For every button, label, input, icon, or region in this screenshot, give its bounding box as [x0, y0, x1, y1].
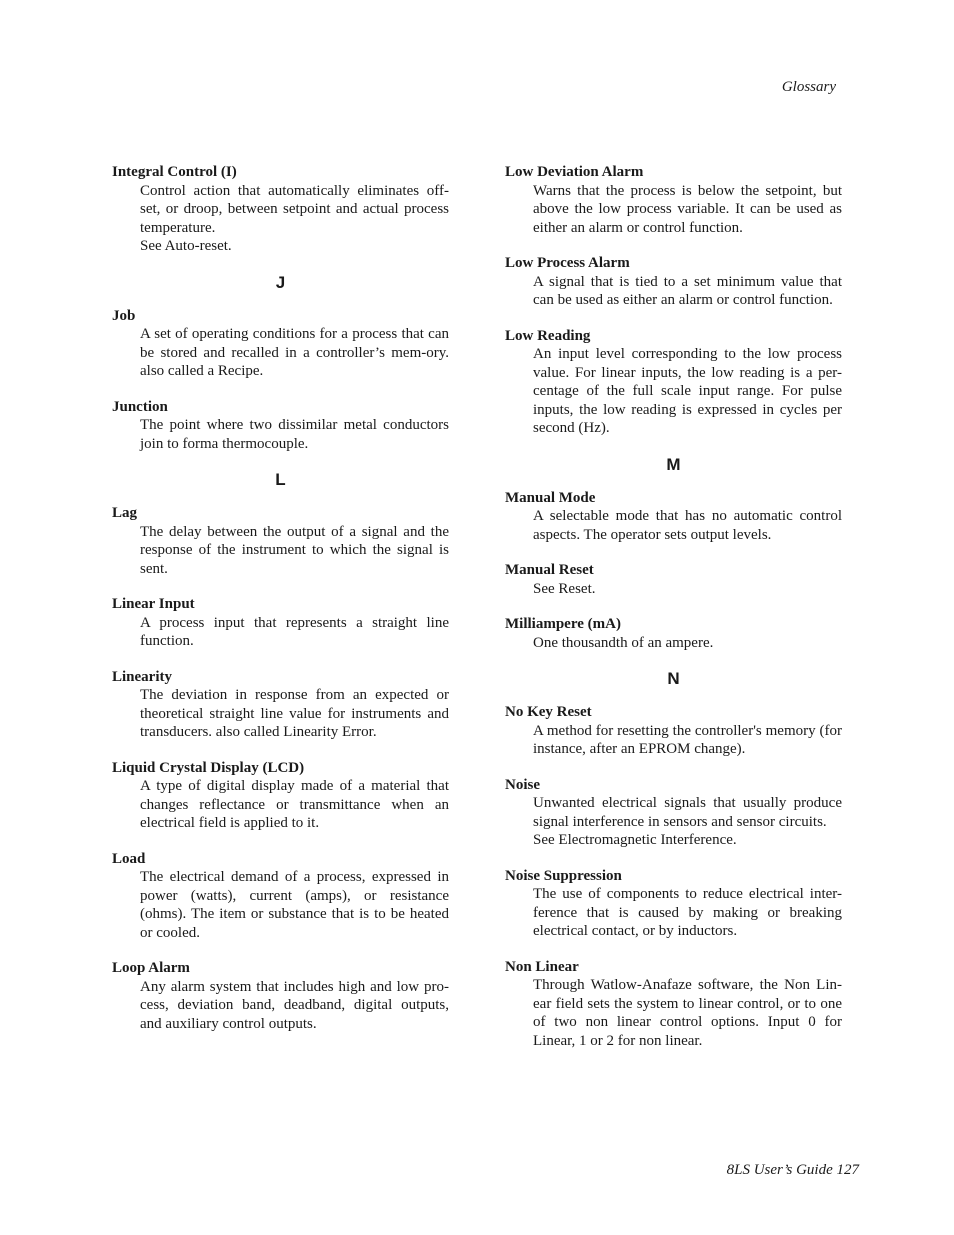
section-letter-heading: L [275, 470, 286, 489]
glossary-column-left [112, 163, 449, 1050]
definition-paragraph: One thousandth of an ampere. [533, 634, 714, 651]
glossary-entry [112, 307, 449, 381]
glossary-term: Load [112, 850, 146, 867]
definition-paragraph: A signal that is tied to a set minimum value that can be used as either an alarm or control function. [533, 273, 842, 308]
glossary-definition [112, 325, 449, 381]
definition-paragraph: An input level corresponding to the low process value. For linear inputs, the low reading is a per-centage of the full scale input range. For pulse inputs, the low reading is expressed in cycles per second (Hz). [533, 346, 842, 436]
glossary-term: Linear Input [112, 596, 195, 612]
definition-paragraph: A method for resetting the controller's memory (for instance, after an EPROM change). [533, 722, 842, 757]
glossary-entry [112, 163, 449, 256]
glossary-entry [505, 327, 842, 438]
glossary-definition [505, 976, 842, 1050]
page-header-section: Glossary [781, 79, 836, 95]
glossary-entry [505, 254, 842, 310]
glossary-entry [505, 561, 842, 598]
glossary-entry [505, 958, 842, 1051]
glossary-entry [112, 595, 449, 651]
glossary-term: Liquid Crystal Display (LCD) [112, 759, 305, 776]
glossary-entry [112, 850, 449, 943]
glossary-definition [505, 507, 842, 544]
definition-paragraph: The use of components to reduce electrical inter-ference that is caused by making or breaking electrical contact, or by inductors. [533, 886, 842, 939]
glossary-definition [112, 978, 449, 1034]
glossary-definition [505, 580, 842, 599]
glossary-entry [505, 703, 842, 759]
glossary-term: Job [112, 307, 136, 324]
definition-paragraph: Control action that automatically eliminates off-set, or droop, between setpoint and actual process temperature. [140, 182, 449, 236]
definition-paragraph: A selectable mode that has no automatic control aspects. The operator sets output levels. [533, 508, 842, 543]
glossary-term: Low Process Alarm [505, 255, 630, 271]
section-letter-heading: M [666, 454, 681, 474]
definition-paragraph: The point where two dissimilar metal conductors join to forma thermocouple. [140, 417, 449, 452]
glossary-column-right [505, 163, 842, 1067]
glossary-term: Manual Reset [505, 562, 594, 578]
glossary-term: Integral Control (I) [112, 164, 237, 180]
glossary-definition [505, 273, 842, 310]
definition-paragraph: The electrical demand of a process, expressed in power (watts), current (amps), or resistance (ohms). The item or substance that is to be heated or cooled. [140, 869, 449, 941]
definition-paragraph: Unwanted electrical signals that usually produce signal interference in sensors and sensor circuits. [533, 795, 842, 830]
glossary-definition [112, 868, 449, 942]
glossary-entry [112, 759, 449, 833]
definition-paragraph: Through Watlow-Anafaze software, the Non Lin-ear field sets the system to linear control, or to one of two non linear control options. Input 0 for Linear, 1 or 2 for non linear. [533, 977, 842, 1049]
glossary-entry [505, 867, 842, 941]
definition-paragraph: A type of digital display made of a material that changes reflectance or transmittance when an electrical field is applied to it. [140, 778, 449, 831]
glossary-term: Manual Mode [505, 489, 596, 506]
glossary-term: Low Reading [505, 327, 591, 344]
glossary-entry [112, 504, 449, 578]
glossary-entry [112, 668, 449, 742]
glossary-entry [112, 959, 449, 1033]
glossary-term: Linearity [112, 668, 172, 685]
glossary-entry [505, 163, 842, 237]
glossary-definition [505, 345, 842, 438]
glossary-definition [505, 634, 842, 653]
definition-paragraph: The delay between the output of a signal and the response of the instrument to which the signal is sent. [140, 523, 449, 577]
glossary-entry [505, 776, 842, 850]
glossary-definition [112, 523, 449, 579]
glossary-term: Noise [505, 776, 540, 793]
definition-paragraph: See Auto-reset. [140, 238, 232, 254]
glossary-definition [112, 777, 449, 833]
glossary-term: Milliampere (mA) [505, 616, 621, 632]
glossary-definition [112, 614, 449, 651]
glossary-entry [505, 489, 842, 545]
definition-paragraph: See Reset. [533, 580, 596, 597]
glossary-definition [505, 794, 842, 850]
glossary-term: Low Deviation Alarm [505, 164, 644, 180]
glossary-term: Junction [112, 398, 168, 415]
definition-paragraph: The deviation in response from an expected or theoretical straight line value for instruments and transducers. also called Linearity Error. [140, 687, 449, 740]
definition-paragraph: See Electromagnetic Interference. [533, 832, 737, 848]
glossary-definition [505, 885, 842, 941]
glossary-definition [112, 182, 449, 256]
page-footer: 8LS User’s Guide 127 [726, 1162, 859, 1178]
glossary-definition [505, 182, 842, 238]
definition-paragraph: Any alarm system that includes high and low pro-cess, deviation band, deadband, digital outputs, and auxiliary control outputs. [140, 978, 449, 1032]
glossary-definition [112, 686, 449, 742]
glossary-definition [112, 416, 449, 453]
definition-paragraph: A process input that represents a straight line function. [140, 614, 449, 649]
section-letter-heading: N [667, 669, 680, 688]
glossary-term: No Key Reset [505, 704, 592, 720]
glossary-term: Noise Suppression [505, 867, 622, 884]
glossary-term: Loop Alarm [112, 960, 190, 976]
section-letter-heading: J [275, 272, 286, 292]
definition-paragraph: Warns that the process is below the setpoint, but above the low process variable. It can be used as either an alarm or control function. [533, 182, 842, 236]
glossary-entry [112, 398, 449, 454]
definition-paragraph: A set of operating conditions for a process that can be stored and recalled in a controller’s mem-ory. also called a Recipe. [140, 326, 449, 379]
glossary-term: Non Linear [505, 958, 579, 975]
glossary-entry [505, 615, 842, 652]
glossary-term: Lag [112, 505, 138, 521]
glossary-definition [505, 722, 842, 759]
